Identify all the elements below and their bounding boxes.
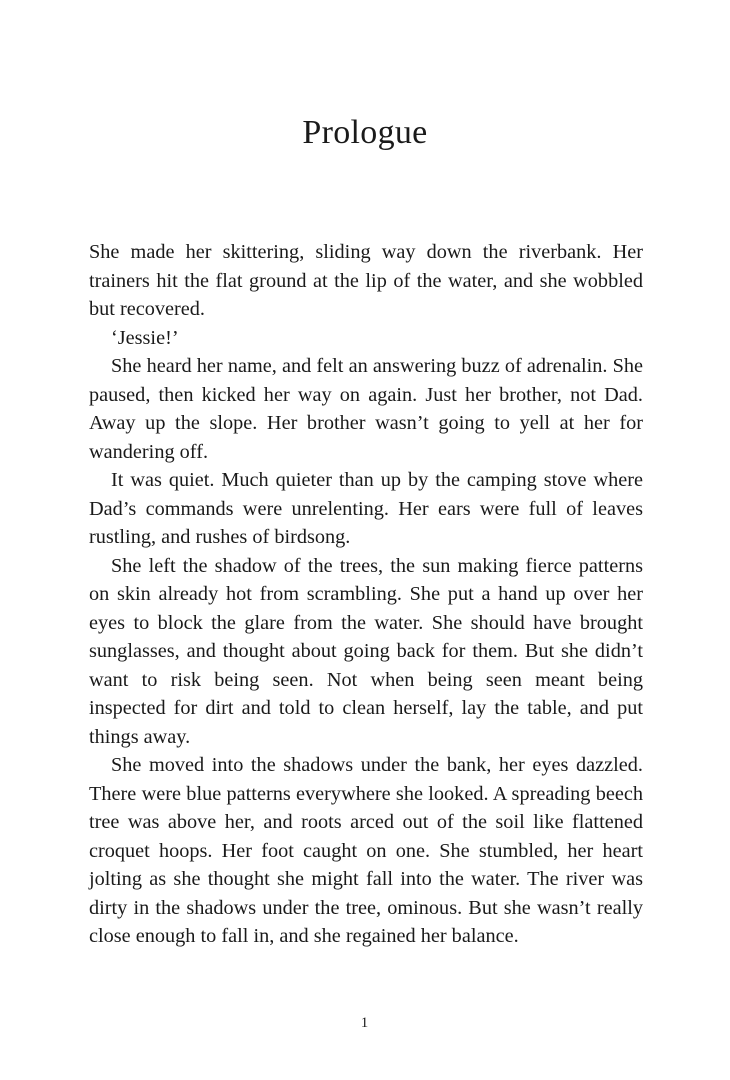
paragraph: She left the shadow of the trees, the sun making fierce patterns on skin already hot from scrambling. She put a hand up over her eyes to block the glare from the water. She should have brought sunglasses, and thought about going back for them. But she didn’t want to risk being seen. Not when being seen meant being inspected for dirt and told to clean herself, lay the table, and put things away. xyxy=(89,554,643,748)
page-number: 1 xyxy=(360,1015,370,1031)
paragraph: She made her skittering, sliding way down the riverbank. Her trainers hit the flat ground at the lip of the water, and she wobbled but recovered. xyxy=(89,241,643,320)
paragraph: It was quiet. Much quieter than up by the camping stove where Dad’s commands were unrelenting. Her ears were full of leaves rustling, and rushes of birdsong. xyxy=(89,469,643,548)
body-text xyxy=(89,238,643,951)
paragraph: ‘Jessie!’ xyxy=(111,326,179,349)
paragraph: She moved into the shadows under the bank, her eyes dazzled. There were blue patterns everywhere she looked. A spreading beech tree was above her, and roots arced out of the soil like flattened croquet hoops. Her foot caught on one. She stumbled, her heart jolting as she thought she might fall into the water. The river was dirty in the shadows under the tree, ominous. But she wasn’t really close enough to fall in, and she regained her balance. xyxy=(89,754,643,947)
paragraph: She heard her name, and felt an answering buzz of adrenalin. She paused, then kicked her way on again. Just her brother, not Dad. Away up the slope. Her brother wasn’t going to yell at her for wandering off. xyxy=(89,355,643,463)
chapter-title: Prologue xyxy=(302,114,428,151)
